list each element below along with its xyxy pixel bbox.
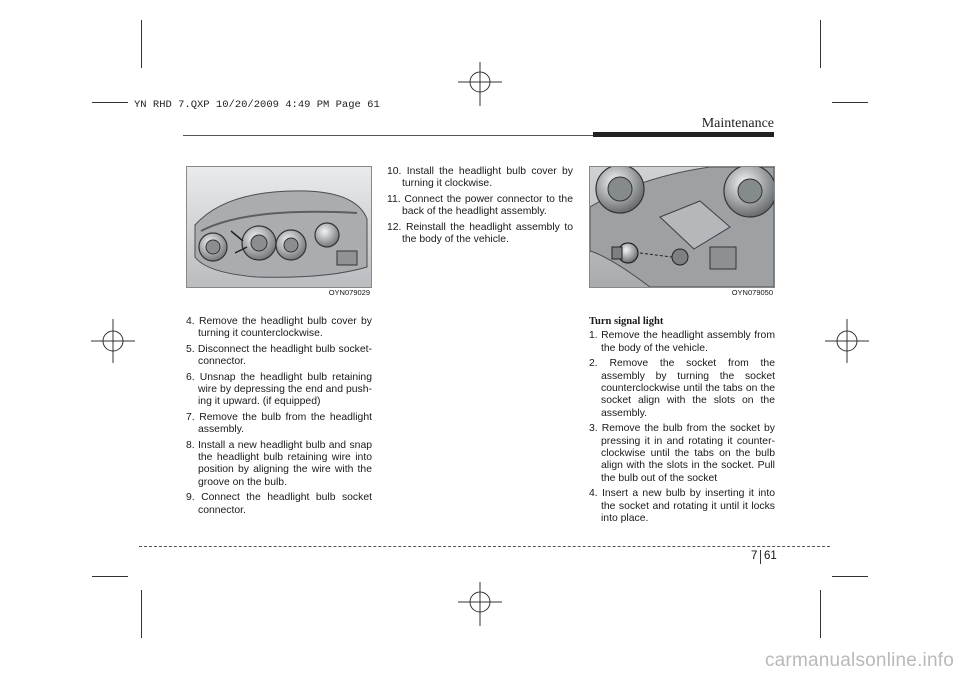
section-title: Maintenance: [701, 116, 774, 131]
header-rule-bar: [593, 132, 774, 137]
registration-target-left: [90, 318, 136, 364]
list-item: 3. Remove the bulb from the socket by pressing it in and rotating it counter-clockwise until the tabs on the bulb align with the slots in the socket. Pull the bulb out of the socket: [589, 423, 775, 484]
page-number: 61: [764, 550, 777, 562]
list-item: 5. Disconnect the headlight bulb socket-connector.: [186, 343, 372, 368]
left-column: [186, 316, 372, 520]
registration-target-top: [455, 60, 505, 110]
chapter-number: 7: [751, 550, 758, 562]
turn-signal-steps-list: [589, 330, 775, 525]
list-item: 2. Remove the socket from the assembly by turning the socket counterclockwise until the tabs on the socket align with the slots on the assembly.: [589, 358, 775, 419]
turn-signal-figure: [589, 166, 775, 288]
right-column: [589, 316, 775, 529]
registration-target-bottom: [455, 580, 505, 630]
list-item: 10. Install the headlight bulb cover by turning it clockwise.: [387, 166, 573, 190]
list-item: 9. Connect the headlight bulb socket connector.: [186, 492, 372, 516]
headlight-bulb-figure: [186, 166, 372, 288]
figure-code-left: OYN079029: [328, 288, 370, 297]
turn-signal-heading: Turn signal light: [589, 316, 664, 327]
headlight-steps-list: [186, 316, 372, 517]
registration-target-right: [824, 318, 870, 364]
middle-column: [387, 166, 573, 249]
list-item: 8. Install a new headlight bulb and snap the headlight bulb retaining wire into position by aligning the wire with the groove on the bulb.: [186, 439, 372, 488]
figure-code-right: OYN079050: [731, 288, 773, 297]
header-rule: [183, 135, 593, 136]
list-item: 11. Connect the power connector to the back of the headlight assembly.: [387, 193, 573, 218]
page-number-divider: [760, 550, 761, 564]
list-item: 4. Remove the headlight bulb cover by turning it counterclockwise.: [186, 316, 372, 340]
list-item: 4. Insert a new bulb by inserting it into the socket and rotating it until it locks into place.: [589, 488, 775, 525]
headlight-steps-list-continued: [387, 166, 573, 246]
list-item: 6. Unsnap the headlight bulb retaining wire by depressing the end and push-ing it upward. (if equipped): [186, 371, 372, 408]
footer-dashed-rule: [139, 546, 830, 547]
list-item: 7. Remove the bulb from the headlight assembly.: [186, 411, 372, 436]
list-item: 12. Reinstall the headlight assembly to the body of the vehicle.: [387, 221, 573, 246]
print-header: YN RHD 7.QXP 10/20/2009 4:49 PM Page 61: [134, 99, 380, 111]
watermark: carmanualsonline.info: [764, 650, 954, 671]
list-item: 1. Remove the headlight assembly from the body of the vehicle.: [589, 330, 775, 354]
